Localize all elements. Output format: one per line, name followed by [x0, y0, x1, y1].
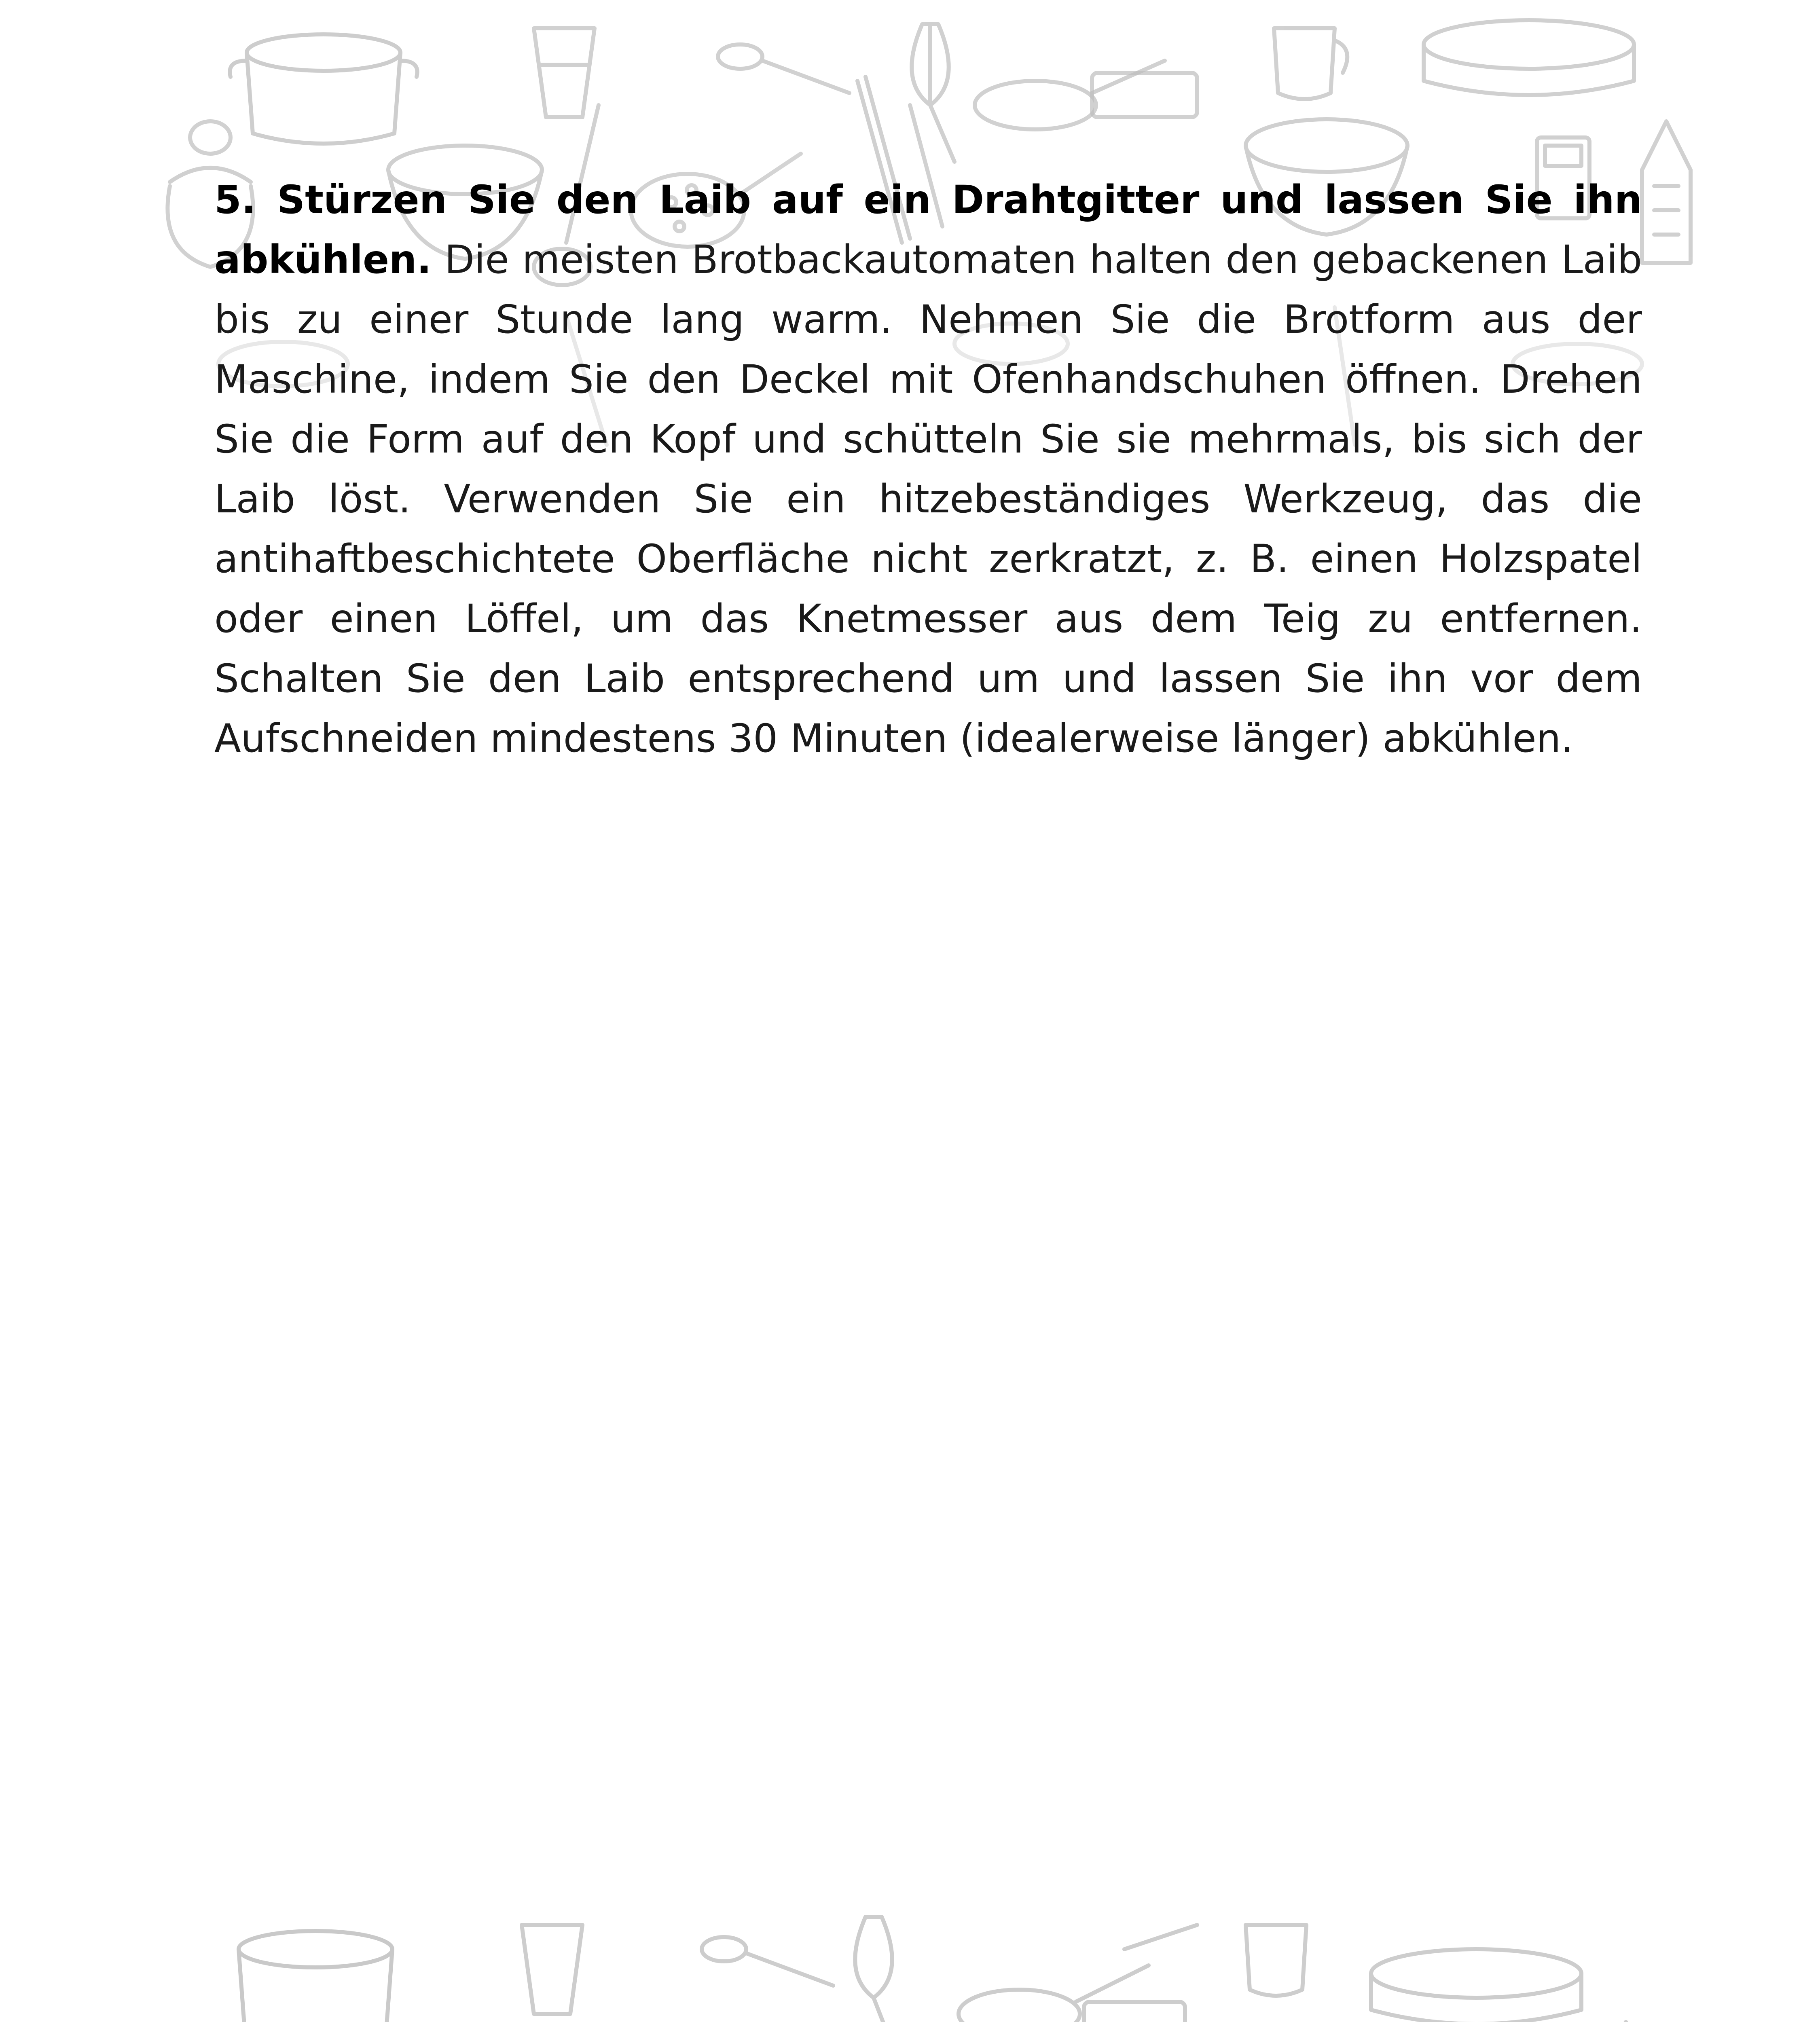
jug-icon — [1274, 28, 1347, 99]
glass-icon — [534, 28, 595, 117]
jug-icon — [1246, 1925, 1306, 1996]
spoon-icon — [702, 1937, 833, 1986]
springform-pan-icon — [1424, 20, 1634, 95]
instruction-paragraph — [214, 170, 1642, 768]
glass-icon — [522, 1925, 582, 2014]
main-content — [214, 170, 1642, 768]
step-heading: 5. Stürzen Sie den Laib auf ein Drahtgitter und lassen Sie ihn abkühlen. — [214, 177, 1642, 282]
whisk-icon — [855, 1917, 902, 2022]
stock-pot-icon — [230, 34, 417, 144]
stock-pot-icon — [239, 1931, 392, 2022]
cutting-board-icon — [1084, 2002, 1185, 2022]
springform-pan-icon — [1371, 1949, 1581, 2022]
kitchen-sketch-footer — [0, 1901, 1820, 2022]
cutting-board-icon — [1092, 73, 1197, 117]
knife-icon — [1124, 1925, 1197, 1949]
spoon-icon — [718, 44, 849, 93]
frying-pan-icon — [959, 1965, 1149, 2022]
grater-icon — [1642, 121, 1691, 263]
step-body-text: Die meisten Brotbackautomaten halten den gebackenen Laib bis zu einer Stunde lang warm. Nehmen Sie die Brotform aus der Maschine, indem Sie den Deckel mit Ofenhandschuhen öffnen. Drehen Sie die Form auf den Kopf und schütteln Sie sie mehrmals, bis sich der Laib löst. Verwenden Sie ein hitzebeständiges Werkzeug, das die antihaftbeschichtete Oberfläche nicht zerkratzt, z. B. einen Holzspatel oder einen Löffel, um das Knetmesser aus dem Teig zu entfernen. Schalten Sie den Laib entsprechend um und lassen Sie ihn vor dem Aufschneiden mindestens 30 Minuten (idealerweise länger) abkühlen. — [214, 237, 1642, 761]
